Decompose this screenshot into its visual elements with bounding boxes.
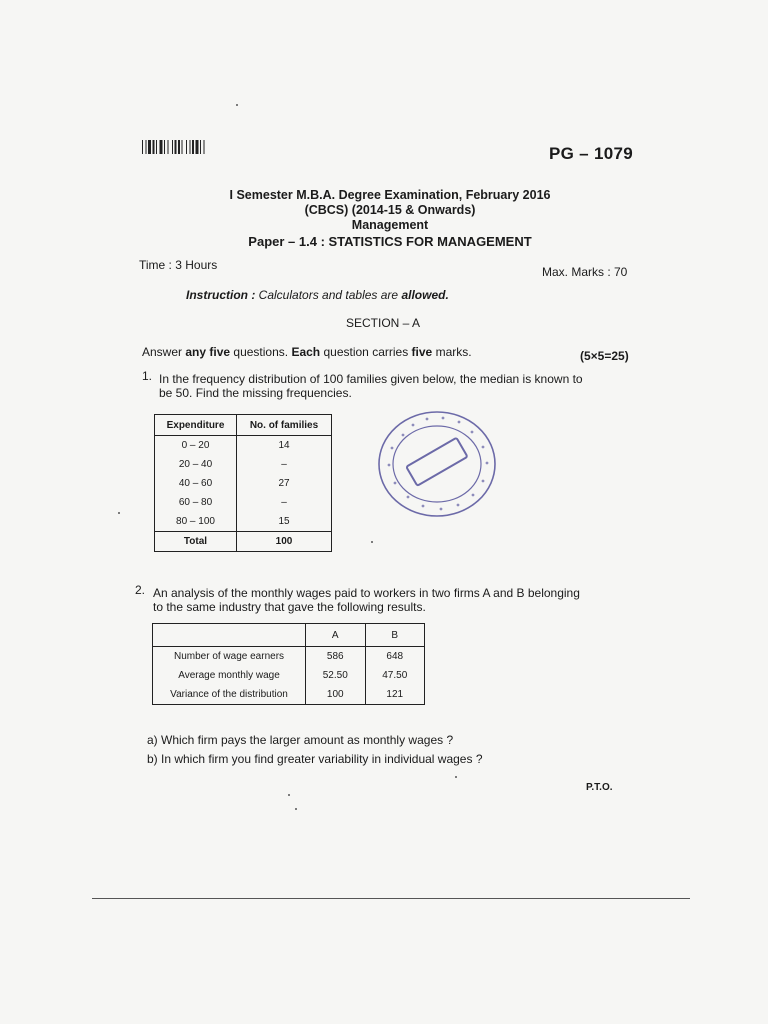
col-header-families: No. of families (237, 415, 332, 436)
q1-number: 1. (142, 369, 153, 383)
table-row (155, 474, 332, 493)
row-label: Average monthly wage (153, 666, 306, 685)
scan-speck (118, 512, 120, 514)
page-divider (92, 898, 690, 899)
row-label: Number of wage earners (153, 647, 306, 667)
answer-five: five (411, 345, 433, 359)
answer-prefix: Answer (142, 345, 183, 359)
max-marks: Max. Marks : 70 (542, 265, 628, 279)
wages-table (152, 623, 425, 705)
q2-number: 2. (135, 583, 146, 597)
cell-range: 60 – 80 (155, 493, 237, 512)
q2-line2: to the same industry that gave the following results. (153, 600, 426, 614)
frequency-table (154, 414, 332, 552)
cell-count: – (237, 493, 332, 512)
col-header-expenditure: Expenditure (155, 415, 237, 436)
cell-firm-a: 100 (306, 685, 366, 705)
answer-each: Each (291, 345, 321, 359)
cell-firm-b: 648 (365, 647, 425, 667)
q2-line1: An analysis of the monthly wages paid to workers in two firms A and B belonging (153, 586, 580, 600)
cell-range: 0 – 20 (155, 436, 237, 456)
instruction (186, 288, 449, 302)
scan-speck (455, 776, 457, 778)
q1-line2: be 50. Find the missing frequencies. (159, 386, 352, 400)
answer-middle: questions. (233, 345, 289, 359)
answer-marks: marks. (435, 345, 472, 359)
library-stamp-seal (373, 405, 501, 523)
row-label: Variance of the distribution (153, 685, 306, 705)
cell-count: – (237, 455, 332, 474)
scan-speck (288, 794, 290, 796)
q1-line1: In the frequency distribution of 100 families given below, the median is known to (159, 372, 583, 386)
instruction-emphasis: allowed. (401, 288, 449, 302)
section-heading: SECTION – A (346, 316, 421, 330)
cell-firm-b: 121 (365, 685, 425, 705)
q2-part-a: a) Which firm pays the larger amount as monthly wages ? (147, 733, 454, 747)
barcode (142, 140, 246, 154)
answer-question-carries: question carries (323, 345, 409, 359)
exam-scheme: (CBCS) (2014-15 & Onwards) (304, 203, 476, 217)
answer-instruction (142, 345, 472, 359)
answer-any-five: any five (185, 345, 231, 359)
table-row (153, 685, 425, 705)
cell-firm-a: 52.50 (306, 666, 366, 685)
cell-range: 80 – 100 (155, 512, 237, 532)
total-label: Total (155, 532, 237, 552)
paper-code: PG – 1079 (549, 144, 633, 163)
table-row (155, 512, 332, 532)
table-total-row (155, 532, 332, 552)
instruction-label: Instruction : (186, 288, 256, 302)
col-header-firm-a: A (306, 624, 366, 647)
scan-speck (236, 104, 238, 106)
exam-paper: Paper – 1.4 : STATISTICS FOR MANAGEMENT (248, 234, 532, 249)
total-value: 100 (237, 532, 332, 552)
cell-range: 20 – 40 (155, 455, 237, 474)
table-row (155, 493, 332, 512)
table-row (153, 647, 425, 667)
cell-firm-a: 586 (306, 647, 366, 667)
exam-title: I Semester M.B.A. Degree Examination, February 2016 (229, 188, 551, 202)
exam-subject: Management (351, 218, 429, 232)
cell-count: 15 (237, 512, 332, 532)
cell-count: 27 (237, 474, 332, 493)
cell-firm-b: 47.50 (365, 666, 425, 685)
table-row (155, 436, 332, 456)
table-row (153, 666, 425, 685)
section-score: (5×5=25) (580, 349, 629, 363)
cell-count: 14 (237, 436, 332, 456)
table-row (155, 455, 332, 474)
scan-speck (371, 541, 373, 543)
instruction-text: Calculators and tables are (258, 288, 399, 302)
time-allowed: Time : 3 Hours (139, 258, 218, 272)
q2-part-b: b) In which firm you find greater variability in individual wages ? (147, 752, 483, 766)
scan-speck (295, 808, 297, 810)
col-header-firm-b: B (365, 624, 425, 647)
cell-range: 40 – 60 (155, 474, 237, 493)
wages-corner-cell (153, 624, 306, 647)
please-turn-over: P.T.O. (586, 782, 613, 793)
